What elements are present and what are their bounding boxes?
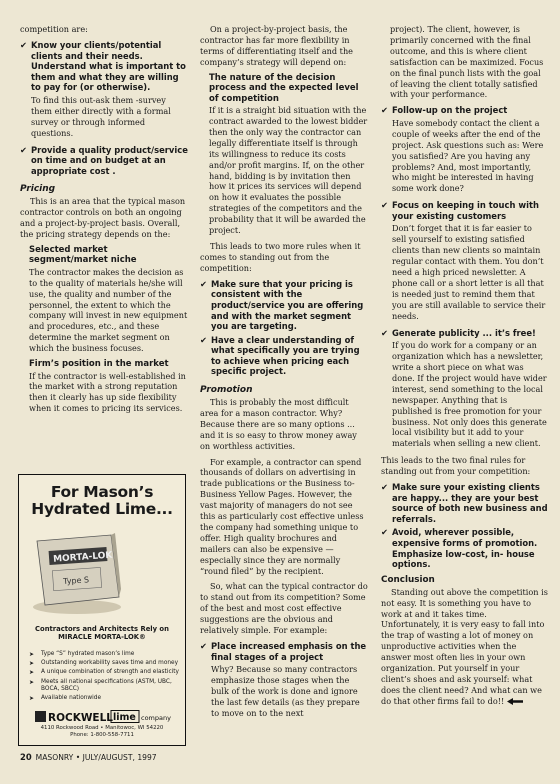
bullet-publicity: ✔ Generate publicity ... it’s free! bbox=[381, 327, 536, 338]
two-rules-text: This leads to two more rules when it comes to standing out from the competition: bbox=[200, 241, 361, 273]
bag-brand: MORTA-LOK bbox=[52, 550, 113, 565]
bullet-final-stages: ✔ Place increased emphasis on the final stages of a project bbox=[200, 641, 367, 662]
ad-subhead: Contractors and Architects Rely on MIRACLE MORTA-LOK® bbox=[35, 625, 169, 642]
checkmark-icon: ✔ bbox=[381, 327, 389, 338]
column-1 bbox=[20, 24, 188, 419]
promotion-text-2: For example, a contractor can spend thousands of dollars on advertising in trade publications or the Business to-Business Yellow Pages. However, the vast majority of managers do not see this as particularly cost effective unless the company had something unique to offer. High quality brochures and mailers can also be expensive — especially since they are normally “round filed” by the recipient. bbox=[200, 456, 364, 576]
checkmark-icon: ✔ bbox=[381, 527, 389, 538]
market-segment-text: The contractor makes the decision as to the quality of materials he/she will use, the quality and number of the personnel, the extent to which the company will invest in new equipment and procedures, etc., and these determine the market segment on which the business focuses. bbox=[29, 266, 188, 354]
pricing-heading: Pricing bbox=[20, 184, 56, 195]
ad-feature: ➤ Meets all national specifications (ASTM, UBC, BOCA, SBCC) bbox=[29, 678, 172, 692]
checkmark-icon: ✔ bbox=[200, 641, 208, 651]
svg-text:ROCKWELL: ROCKWELL bbox=[48, 712, 113, 723]
page-number: 20 bbox=[20, 752, 32, 762]
col3-continuation: project). The client, however, is primarily concerned with the final outcome, and this is where client satisfaction can be maximized. Focus on the final punch lists with the goal of leaving the client totally satisfied with your performance. bbox=[390, 24, 544, 100]
checkmark-icon: ✔ bbox=[381, 482, 389, 493]
column-3 bbox=[381, 24, 548, 712]
keep-in-touch-text: Don’t forget that it is far easier to sell yourself to existing satisfied clients than new clients so maintain regular contact with them. You don’t need a high priced newsletter. A phone call or a short letter is all that is needed just to remind them that you are still available to service their needs. bbox=[392, 223, 546, 321]
checkmark-icon: ✔ bbox=[381, 200, 389, 211]
conclusion-heading: Conclusion bbox=[381, 574, 435, 585]
arrow-icon: ➤ bbox=[29, 651, 35, 658]
promotion-heading: Promotion bbox=[200, 385, 253, 396]
col1-lead: competition are: bbox=[20, 24, 88, 34]
page-footer bbox=[20, 752, 157, 762]
end-mark-icon bbox=[507, 698, 523, 705]
bullet-pricing-consistent: ✔ Make sure that your pricing is consistent with the product/service you are offering and with the market segment you are targeting. bbox=[200, 278, 364, 332]
final-rules-text: This leads to the two final rules for standing out from your competition: bbox=[381, 455, 531, 477]
svg-text:lime: lime bbox=[113, 712, 136, 723]
bullet-clear-understanding: ✔ Have a clear understanding of what specifically you are trying to achieve when pricing each specific project. bbox=[200, 334, 360, 377]
promotion-text-1: This is probably the most difficult area for a mason contractor. Why? Because there are so many options ... and it is so easy to throw money away on worthless activities. bbox=[200, 396, 357, 451]
lime-advertisement bbox=[18, 474, 186, 746]
bullet-quality-product: ✔ Provide a quality product/service on time and on budget at an appropriate cost . bbox=[20, 144, 188, 176]
rockwell-lime-logo bbox=[35, 710, 171, 723]
bullet-know-clients-text: To find this out-ask them -survey them either directly with a formal survey or through informed questions. bbox=[31, 94, 171, 138]
checkmark-icon: ✔ bbox=[381, 105, 389, 116]
firm-position-text: If the contractor is well-established in the market with a strong reputation then it clearly has up side flexibility when it comes to pricing its services. bbox=[29, 370, 186, 414]
ad-headline: For Mason’s Hydrated Lime... bbox=[31, 483, 173, 518]
promotion-text-3: So, what can the typical contractor do to stand out from its competition? Some of the best and most cost effective suggestions are the obvious and relatively simple. For example: bbox=[200, 581, 368, 636]
footer-text: MASONRY • JULY/AUGUST, 1997 bbox=[35, 753, 157, 762]
subhead-decision-process: The nature of the decision process and the expected level of competition bbox=[209, 72, 359, 104]
bag-label: Type S bbox=[62, 575, 90, 587]
arrow-icon: ➤ bbox=[29, 669, 35, 677]
lime-bag-image bbox=[31, 527, 123, 615]
arrow-icon: ➤ bbox=[29, 695, 35, 703]
checkmark-icon: ✔ bbox=[20, 144, 28, 155]
subhead-firm-position: Firm’s position in the market bbox=[29, 359, 169, 370]
conclusion-text: Standing out above the competition is not easy. It is something you have to work at and it takes time. Unfortunately, it is very easy to fall into the trap of wasting a lot of money on unproductive activities when the answer most often lies in your own organization. Put yourself in your client’s shoes and ask yourself: what does the client need? And what can we do that other firms fail to do!! bbox=[381, 586, 548, 706]
ad-feature: ➤ Type “S” hydrated mason’s lime bbox=[29, 651, 135, 658]
bullet-follow-up: ✔ Follow-up on the project bbox=[381, 105, 508, 116]
bullet-keep-in-touch: ✔ Focus on keeping in touch with your existing customers bbox=[381, 200, 539, 221]
ad-feature: ➤ Outstanding workability saves time and money bbox=[29, 660, 179, 668]
final-stages-text: Why? Because so many contractors emphasize those stages when the bulk of the work is done and ignore the last few details (as they prepare to move on to the next bbox=[211, 664, 360, 718]
col2-intro: On a project-by-project basis, the contractor has far more flexibility in terms of differentiating itself and the company’s strategy will depend on: bbox=[200, 24, 353, 67]
checkmark-icon: ✔ bbox=[200, 278, 208, 289]
follow-up-text: Have somebody contact the client a couple of weeks after the end of the project. Ask questions such as: Were you satisfied? Are you having any problems? And, most importantly, who might be interested in having some work done? bbox=[392, 117, 544, 194]
bullet-avoid-expensive: ✔ Avoid, wherever possible, expensive forms of promotion. Emphasize low-cost, in- house options. bbox=[381, 527, 538, 570]
bullet-clients-happy: ✔ Make sure your existing clients are happy... they are your best source of both new business and referrals. bbox=[381, 482, 548, 524]
ad-feature: ➤ Available nationwide bbox=[29, 695, 102, 703]
column-2 bbox=[200, 24, 368, 725]
subhead-market-segment: Selected market segment/market niche bbox=[29, 244, 137, 266]
publicity-text: If you do work for a company or an organization which has a newsletter, write a short piece on what was done. If the project would have wider interest, send something to the local newspaper. Anything that is published is free promotion for your business. Not only does this generate local visibility but it add to your materials when selling a new client. bbox=[392, 340, 547, 449]
checkmark-icon: ✔ bbox=[200, 334, 208, 345]
svg-text:company: company bbox=[141, 714, 171, 722]
arrow-icon: ➤ bbox=[29, 660, 35, 668]
ad-feature-list bbox=[29, 651, 179, 704]
ad-feature: ➤ A unique combination of strength and elasticity bbox=[29, 669, 179, 677]
arrow-icon: ➤ bbox=[29, 678, 35, 686]
checkmark-icon: ✔ bbox=[20, 39, 28, 50]
decision-process-text: If it is a straight bid situation with the contract awarded to the lowest bidder then the only way the contractor can legally differentiate itself is through its willingness to reduce its costs and/or profit margins. If, on the other hand, bidding is by invitation then how it prices its services will depend on how it evaluates the possible strategies of the competitors and the probability that it will be awarded the project. bbox=[209, 105, 368, 236]
ad-address: 4110 Rockwood Road • Manitowoc, WI 54220 Phone: 1-800-558-7711 bbox=[40, 725, 164, 738]
bullet-know-clients: ✔ Know your clients/potential clients and their needs. Understand what is important to them and what they are willing to pay for (or otherwise). bbox=[20, 39, 186, 93]
pricing-text: This is an area that the typical mason contractor controls on both an ongoing and a project-by-project basis. Overall, the pricing strategy depends on the: bbox=[20, 196, 186, 239]
